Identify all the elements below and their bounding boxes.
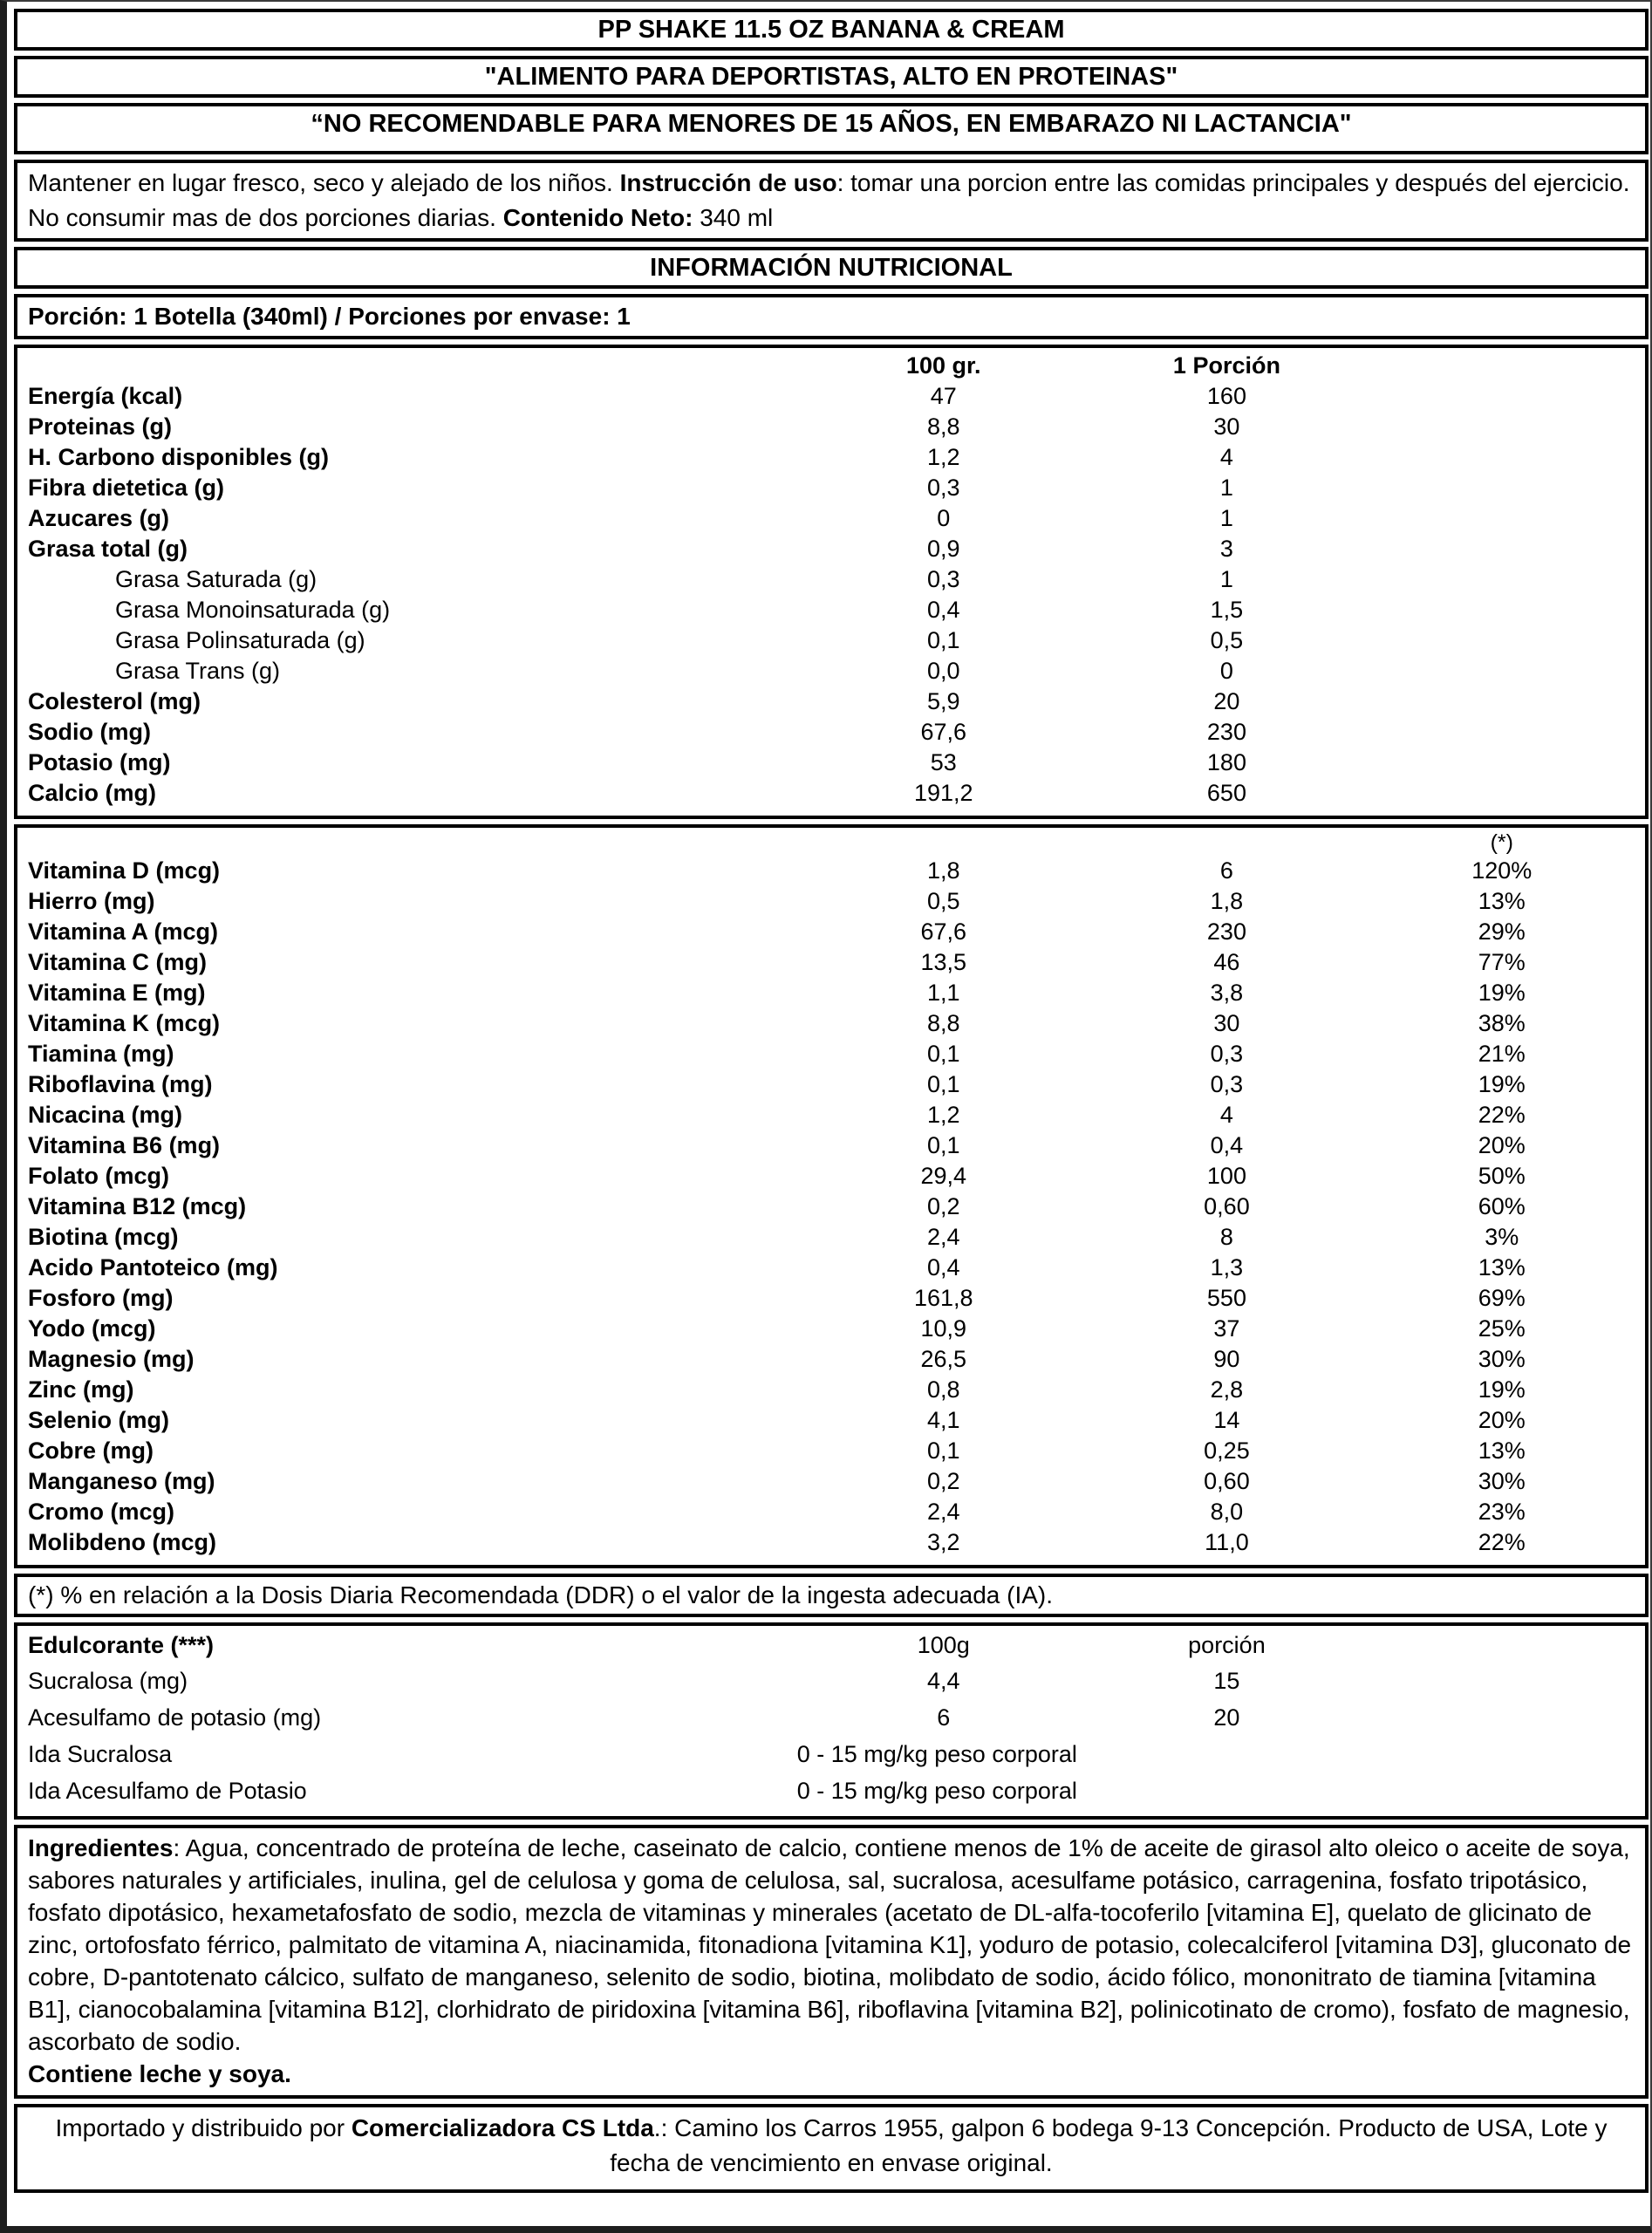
row-value-vport: 8	[1219, 1224, 1233, 1250]
table-row	[17, 1314, 1645, 1344]
row-value-pct: 20%	[1478, 1132, 1526, 1158]
warning-box	[14, 103, 1649, 154]
row-value-vport: 14	[1213, 1407, 1240, 1433]
row-value-v100: 0,2	[926, 1193, 960, 1219]
table-row	[17, 381, 1645, 412]
row-value-vport: 1,8	[1210, 888, 1244, 914]
row-value-v100: 0,2	[926, 1468, 960, 1494]
row-value-v100: 0,4	[926, 1254, 960, 1280]
table-row	[17, 1130, 1645, 1161]
net-content-value: 340 ml	[693, 204, 774, 231]
vitamin-rows	[17, 856, 1645, 1558]
row-value-vport: 0,25	[1204, 1437, 1250, 1464]
row-value-v100: 0,1	[926, 1071, 960, 1097]
table-row	[17, 686, 1645, 717]
table-row	[17, 503, 1645, 534]
row-label: Molibdeno (mcg)	[28, 1529, 216, 1555]
table-row	[17, 625, 1645, 656]
table-row	[17, 442, 1645, 473]
row-label: Vitamina B6 (mg)	[28, 1132, 221, 1158]
row-label: Ida Acesulfamo de Potasio	[28, 1778, 307, 1804]
row-value-wide: 0 - 15 mg/kg peso corporal	[796, 1741, 1077, 1767]
footnote-box	[14, 1574, 1649, 1617]
row-value-vport: 550	[1206, 1285, 1246, 1311]
row-value-pct: 25%	[1478, 1315, 1526, 1342]
row-value-v100: 3,2	[926, 1529, 960, 1555]
row-value-v100: 67,6	[920, 918, 967, 945]
claim-text: "ALIMENTO PARA DEPORTISTAS, ALTO EN PROTEINAS"	[484, 63, 1178, 91]
row-value-pct: 69%	[1478, 1285, 1526, 1311]
row-value-vport: 8,0	[1210, 1499, 1244, 1525]
row-label: Hierro (mg)	[28, 888, 155, 914]
row-value-v100: 191,2	[913, 780, 973, 806]
row-label: Grasa Polinsaturada (g)	[115, 627, 365, 653]
row-value-pct: 23%	[1478, 1499, 1526, 1525]
table-row	[17, 717, 1645, 748]
row-value-vport: 0,60	[1204, 1468, 1250, 1494]
row-value-v100: 1,1	[926, 980, 960, 1006]
row-value-v100: 10,9	[920, 1315, 967, 1342]
table-row	[17, 473, 1645, 503]
table-row	[17, 656, 1645, 686]
row-label: Grasa total (g)	[28, 536, 188, 562]
row-value-vport: 650	[1206, 780, 1246, 806]
row-value-v100: 2,4	[926, 1224, 960, 1250]
ddr-footnote: (*) % en relación a la Dosis Diaria Recomendada (DDR) o el valor de la ingesta adecuada (IA).	[28, 1581, 1054, 1608]
row-value-v100: 161,8	[913, 1285, 973, 1311]
row-label: Riboflavina (mg)	[28, 1071, 213, 1097]
row-value-vport: 90	[1213, 1346, 1240, 1372]
row-value-pct: 29%	[1478, 918, 1526, 945]
table-row	[17, 947, 1645, 978]
table-row	[17, 564, 1645, 595]
table-row	[17, 1008, 1645, 1039]
table-row	[17, 1736, 1645, 1772]
sweeteners-table	[14, 1622, 1649, 1820]
table-row	[17, 1699, 1645, 1736]
row-value-pct: 30%	[1478, 1346, 1526, 1372]
row-label: Folato (mcg)	[28, 1163, 169, 1189]
row-value-vport: 3,8	[1210, 980, 1244, 1006]
table-row	[17, 1192, 1645, 1222]
row-label: Calcio (mg)	[28, 780, 157, 806]
row-value-vport: 100	[1206, 1163, 1246, 1189]
table-row	[17, 1039, 1645, 1069]
ingredients-label: Ingredientes	[28, 1834, 174, 1861]
row-value-vport: 1	[1219, 475, 1233, 501]
row-value-v100: 0,9	[926, 536, 960, 562]
table-row	[17, 1466, 1645, 1497]
row-value-vport: 1	[1219, 566, 1233, 592]
row-value-v100: 0,8	[926, 1376, 960, 1403]
row-value-vport: 0,4	[1210, 1132, 1244, 1158]
table-row	[17, 1375, 1645, 1405]
column-header-100g: 100 gr.	[905, 352, 981, 379]
product-title: PP SHAKE 11.5 OZ BANANA & CREAM	[597, 16, 1065, 44]
row-value-v100: 0,3	[926, 566, 960, 592]
row-value-v100: 4,4	[926, 1668, 960, 1694]
table-row	[17, 978, 1645, 1008]
row-label: Proteinas (g)	[28, 413, 173, 440]
table-row	[17, 1497, 1645, 1527]
table-row	[17, 1436, 1645, 1466]
row-label: Nicacina (mg)	[28, 1102, 183, 1128]
importer-address: .: Camino los Carros 1955, galpon 6 bodega 9-13 Concepción. Producto de USA, Lote y fecha de vencimiento en envase original.	[610, 2114, 1608, 2176]
row-value-v100: 67,6	[920, 719, 967, 745]
table-row	[17, 856, 1645, 886]
row-label: Zinc (mg)	[28, 1376, 134, 1403]
row-value-v100: 1,2	[926, 444, 960, 470]
table-row	[17, 1663, 1645, 1699]
claim-box	[14, 56, 1649, 98]
row-label: Cobre (mg)	[28, 1437, 154, 1464]
row-value-v100: 0,1	[926, 1437, 960, 1464]
table-row	[17, 534, 1645, 564]
sweeteners-table-header	[17, 1628, 1645, 1663]
row-label: Biotina (mcg)	[28, 1224, 179, 1250]
row-value-vport: 1	[1219, 505, 1233, 531]
warning-text: “NO RECOMENDABLE PARA MENORES DE 15 AÑOS, EN EMBARAZO NI LACTANCIA"	[311, 110, 1352, 138]
row-label: Vitamina B12 (mcg)	[28, 1193, 247, 1219]
sweeteners-column-portion: porción	[1188, 1632, 1266, 1658]
row-value-pct: 60%	[1478, 1193, 1526, 1219]
row-value-v100: 0,0	[926, 658, 960, 684]
row-value-vport: 0,3	[1210, 1071, 1244, 1097]
row-value-wide: 0 - 15 mg/kg peso corporal	[796, 1778, 1077, 1804]
row-value-pct: 20%	[1478, 1407, 1526, 1433]
row-label: Fibra dietetica (g)	[28, 475, 225, 501]
table-row	[17, 1222, 1645, 1253]
row-value-vport: 0,5	[1210, 627, 1244, 653]
row-label: Selenio (mg)	[28, 1407, 170, 1433]
row-value-pct: 19%	[1478, 1376, 1526, 1403]
serving-box	[14, 294, 1649, 339]
row-label: Sodio (mg)	[28, 719, 151, 745]
row-value-vport: 230	[1206, 719, 1246, 745]
row-label: H. Carbono disponibles (g)	[28, 444, 329, 470]
nutrition-title-box	[14, 247, 1649, 289]
row-value-pct: 3%	[1485, 1224, 1519, 1250]
row-value-v100: 6	[937, 1704, 951, 1731]
row-value-vport: 46	[1213, 949, 1240, 975]
row-label: Tiamina (mg)	[28, 1041, 174, 1067]
table-row	[17, 1100, 1645, 1130]
row-value-v100: 13,5	[920, 949, 967, 975]
row-value-v100: 0,1	[926, 1041, 960, 1067]
allergen-statement: Contiene leche y soya.	[28, 2060, 291, 2087]
row-value-pct: 22%	[1478, 1529, 1526, 1555]
row-label: Grasa Trans (g)	[115, 658, 281, 684]
row-value-vport: 15	[1213, 1668, 1240, 1694]
table-row	[17, 1405, 1645, 1436]
row-value-vport: 230	[1206, 918, 1246, 945]
row-label: Grasa Saturada (g)	[115, 566, 317, 592]
storage-box	[14, 160, 1649, 242]
vitamins-table	[14, 824, 1649, 1568]
row-label: Fosforo (mg)	[28, 1285, 174, 1311]
row-value-pct: 21%	[1478, 1041, 1526, 1067]
row-value-v100: 0,5	[926, 888, 960, 914]
usage-instructions-text: : tomar una porcion entre las comidas principales y después del ejercicio. No consumir mas de dos porciones diarias.	[28, 169, 1630, 231]
table-row	[17, 1161, 1645, 1192]
row-value-pct: 13%	[1478, 1437, 1526, 1464]
row-value-v100: 26,5	[920, 1346, 967, 1372]
importer-box	[14, 2104, 1649, 2193]
row-value-vport: 4	[1219, 1102, 1233, 1128]
row-label: Cromo (mcg)	[28, 1499, 174, 1525]
row-value-pct: 50%	[1478, 1163, 1526, 1189]
row-label: Vitamina D (mcg)	[28, 857, 221, 884]
table-row	[17, 917, 1645, 947]
row-value-pct: 13%	[1478, 888, 1526, 914]
importer-text	[35, 2111, 1628, 2181]
nutrition-table	[14, 345, 1649, 819]
row-value-vport: 2,8	[1210, 1376, 1244, 1403]
row-label: Acesulfamo de potasio (mg)	[28, 1704, 322, 1731]
vitamins-table-header	[17, 830, 1645, 856]
storage-text: Mantener en lugar fresco, seco y alejado de los niños.	[28, 169, 620, 196]
row-value-pct: 120%	[1471, 857, 1533, 884]
ingredients-box	[14, 1825, 1649, 2099]
row-label: Azucares (g)	[28, 505, 170, 531]
row-value-v100: 8,8	[926, 413, 960, 440]
row-value-vport: 37	[1213, 1315, 1240, 1342]
row-value-vport: 4	[1219, 444, 1233, 470]
row-value-vport: 20	[1213, 1704, 1240, 1731]
row-value-vport: 180	[1206, 749, 1246, 775]
row-value-pct: 38%	[1478, 1010, 1526, 1036]
sweeteners-header-label: Edulcorante (***)	[28, 1632, 215, 1658]
row-label: Sucralosa (mg)	[28, 1668, 188, 1694]
importer-company: Comercializadora CS Ltda	[351, 2114, 654, 2141]
table-row	[17, 1344, 1645, 1375]
nutrition-rows	[17, 381, 1645, 809]
row-value-pct: 19%	[1478, 1071, 1526, 1097]
row-value-pct: 30%	[1478, 1468, 1526, 1494]
row-value-vport: 0,3	[1210, 1041, 1244, 1067]
column-header-portion: 1 Porción	[1172, 352, 1280, 379]
row-value-v100: 8,8	[926, 1010, 960, 1036]
ingredients-text	[28, 1832, 1635, 2058]
usage-instructions-label: Instrucción de uso	[619, 169, 837, 196]
row-value-v100: 53	[930, 749, 957, 775]
table-row	[17, 1253, 1645, 1283]
row-value-v100: 1,2	[926, 1102, 960, 1128]
row-label: Vitamina A (mcg)	[28, 918, 219, 945]
table-row	[17, 595, 1645, 625]
row-value-vport: 30	[1213, 413, 1240, 440]
row-label: Yodo (mcg)	[28, 1315, 156, 1342]
row-label: Manganeso (mg)	[28, 1468, 215, 1494]
row-value-vport: 30	[1213, 1010, 1240, 1036]
row-value-v100: 1,8	[926, 857, 960, 884]
table-row	[17, 778, 1645, 809]
ingredients-list: : Agua, concentrado de proteína de leche, caseinato de calcio, contiene menos de 1% de aceite de girasol alto oleico o aceite de soya, sabores naturales y artificiales, inulina, gel de celulosa y goma de celulosa, sal, sucralosa, acesulfame potásico, carragenina, fosfato tripotásico, fosfato dipotásico, hexametafosfato de sodio, mezcla de vitaminas y minerales (acetato de DL-alfa-tocoferilo [vitamina E], quelato de glicinato de zinc, ortofosfato férrico, palmitato de vitamina A, niacinamida, fitonadiona [vitamina K1], yoduro de potasio, colecalciferol [vitamina D3], gluconato de cobre, D-pantotenato cálcico, sulfato de manganeso, selenito de sodio, biotina, molibdato de sodio, ácido fólico, mononitrato de tiamina [vitamina B1], cianocobalamina [vitamina B12], clorhidrato de piridoxina [vitamina B6], riboflavina [vitamina B2], polinicotinato de cromo), fosfato de magnesio, ascorbato de sodio.	[28, 1834, 1632, 2055]
row-label: Acido Pantoteico (mg)	[28, 1254, 278, 1280]
row-label: Potasio (mg)	[28, 749, 171, 775]
row-value-vport: 0	[1219, 658, 1233, 684]
nutrition-section-title: INFORMACIÓN NUTRICIONAL	[650, 254, 1013, 282]
row-value-vport: 1,3	[1210, 1254, 1244, 1280]
row-value-v100: 47	[930, 383, 957, 409]
row-label: Magnesio (mg)	[28, 1346, 195, 1372]
row-label: Vitamina K (mcg)	[28, 1010, 221, 1036]
row-value-pct: 77%	[1478, 949, 1526, 975]
row-value-vport: 3	[1219, 536, 1233, 562]
row-value-v100: 0,1	[926, 627, 960, 653]
table-row	[17, 412, 1645, 442]
net-content-label: Contenido Neto:	[502, 204, 693, 231]
row-label: Grasa Monoinsaturada (g)	[115, 597, 391, 623]
row-value-vport: 1,5	[1210, 597, 1244, 623]
row-value-vport: 0,60	[1204, 1193, 1250, 1219]
row-value-v100: 0	[937, 505, 951, 531]
serving-line: Porción: 1 Botella (340ml) / Porciones por envase: 1	[28, 303, 631, 330]
table-row	[17, 1527, 1645, 1558]
table-row	[17, 886, 1645, 917]
row-label: Vitamina C (mg)	[28, 949, 208, 975]
table-row	[17, 1772, 1645, 1809]
row-value-vport: 20	[1213, 688, 1240, 714]
row-label: Colesterol (mg)	[28, 688, 201, 714]
table-row	[17, 1069, 1645, 1100]
row-value-v100: 4,1	[926, 1407, 960, 1433]
row-value-vport: 160	[1206, 383, 1246, 409]
importer-prefix: Importado y distribuido por	[55, 2114, 352, 2141]
column-header-ddr-pct: (*)	[1490, 830, 1513, 855]
row-value-v100: 29,4	[920, 1163, 967, 1189]
product-title-box	[14, 9, 1649, 51]
row-value-v100: 5,9	[926, 688, 960, 714]
row-value-pct: 22%	[1478, 1102, 1526, 1128]
row-label: Energía (kcal)	[28, 383, 183, 409]
sweeteners-column-100g: 100g	[917, 1632, 970, 1658]
row-label: Ida Sucralosa	[28, 1741, 173, 1767]
row-value-pct: 19%	[1478, 980, 1526, 1006]
row-label: Vitamina E (mg)	[28, 980, 206, 1006]
row-value-v100: 0,3	[926, 475, 960, 501]
row-value-v100: 0,4	[926, 597, 960, 623]
row-value-vport: 6	[1219, 857, 1233, 884]
nutrition-table-header	[17, 350, 1645, 381]
table-row	[17, 748, 1645, 778]
table-row	[17, 1283, 1645, 1314]
row-value-v100: 0,1	[926, 1132, 960, 1158]
sweetener-rows	[17, 1663, 1645, 1809]
row-value-v100: 2,4	[926, 1499, 960, 1525]
row-value-pct: 13%	[1478, 1254, 1526, 1280]
row-value-vport: 11,0	[1205, 1529, 1249, 1555]
